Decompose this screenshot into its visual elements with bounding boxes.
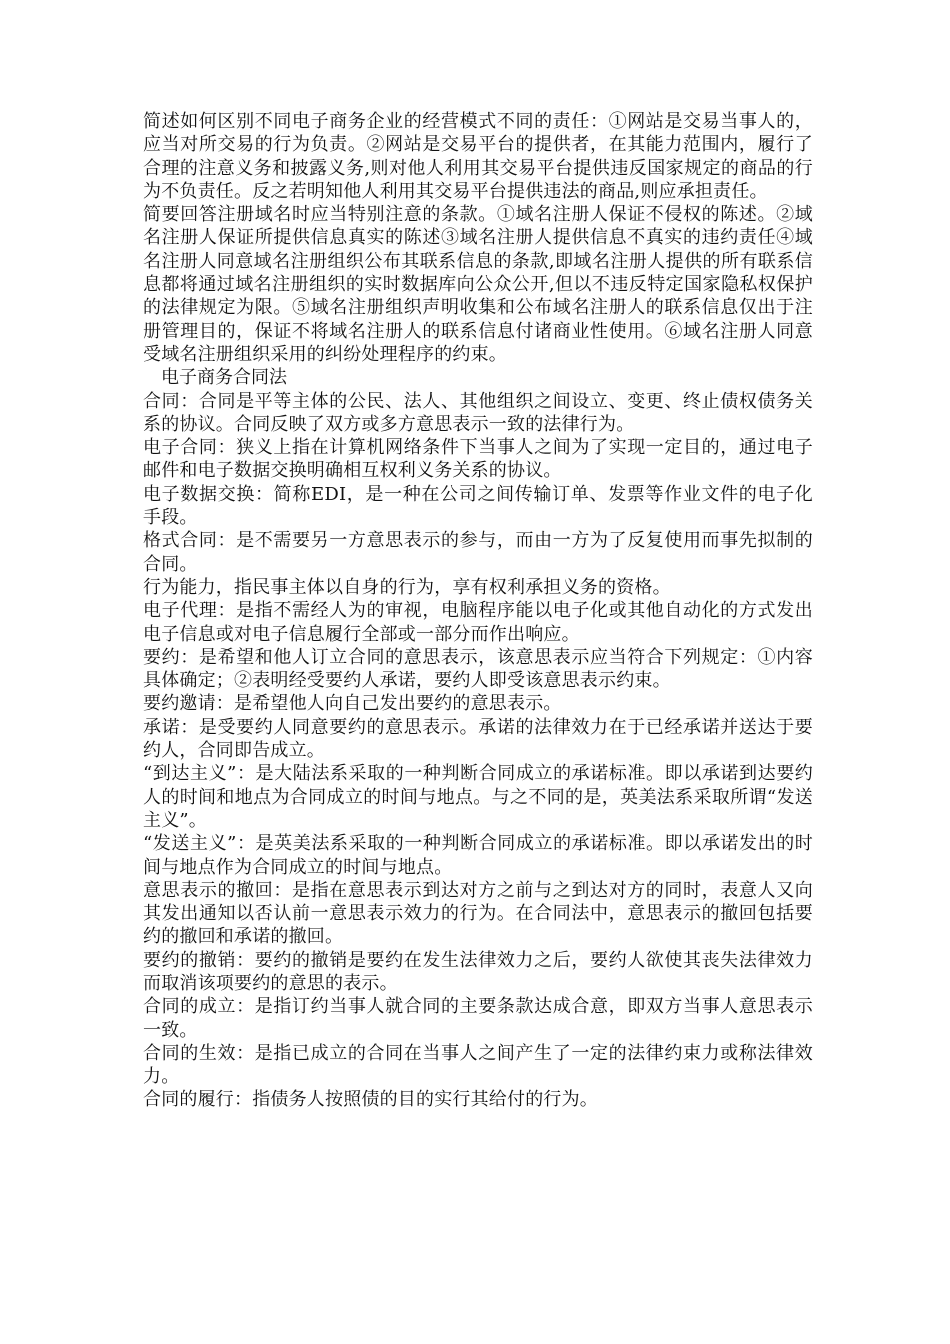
definition-offer: 要约：是希望和他人订立合同的意思表示，该意思表示应当符合下列规定：①内容具体确定；②表明经受要约人承诺，要约人即受该意思表示约束。 bbox=[143, 646, 813, 692]
definition-performance: 合同的履行：指债务人按照债的目的实行其给付的行为。 bbox=[143, 1089, 598, 1111]
definition-invitation-to-offer: 要约邀请：是希望他人向自己发出要约的意思表示。 bbox=[143, 693, 562, 715]
paragraph-business-model-liability: 简述如何区别不同电子商务企业的经营模式不同的责任：①网站是交易当事人的，应当对所交易的行为负责。②网站是交易平台的提供者，在其能力范围内，履行了合理的注意义务和披露义务,则对他人利用其交易平台提供违反国家规定的商品的行为不负责任。反之若明知他人利用其交易平台提供违法的商品,则应承担责任。 bbox=[143, 111, 813, 202]
definition-arrival-rule: “到达主义”：是大陆法系采取的一种判断合同成立的承诺标准。即以承诺到达要约人的时间和地点为合同成立的时间与地点。与之不同的是，英美法系采取所谓“发送主义”。 bbox=[143, 763, 813, 831]
definition-electronic-contract: 电子合同：狭义上指在计算机网络条件下当事人之间为了实现一定目的，通过电子邮件和电子数据交换明确相互权利义务关系的协议。 bbox=[143, 437, 813, 482]
definition-effectiveness: 合同的生效：是指已成立的合同在当事人之间产生了一定的法律约束力或称法律效力。 bbox=[143, 1042, 813, 1088]
definition-standard-contract: 格式合同：是不需要另一方意思表示的参与，而由一方为了反复使用而事先拟制的合同。 bbox=[143, 530, 813, 575]
definition-dispatch-rule: “发送主义”：是英美法系采取的一种判断合同成立的承诺标准。即以承诺发出的时间与地点作为合同成立的时间与地点。 bbox=[143, 833, 813, 878]
definition-formation: 合同的成立：是指订约当事人就合同的主要条款达成合意，即双方当事人意思表示一致。 bbox=[143, 996, 813, 1041]
document-page bbox=[143, 110, 813, 1112]
definition-electronic-agent: 电子代理：是指不需经人为的审视，电脑程序能以电子化或其他自动化的方式发出电子信息或对电子信息履行全部或一部分而作出响应。 bbox=[143, 600, 813, 645]
definition-acceptance: 承诺：是受要约人同意要约的意思表示。承诺的法律效力在于已经承诺并送达于要约人，合同即告成立。 bbox=[143, 716, 813, 762]
definition-revocation: 要约的撤销：要约的撤销是要约在发生法律效力之后，要约人欲使其丧失法律效力而取消该项要约的意思的表示。 bbox=[143, 949, 813, 994]
section-heading: 电子商务合同法 bbox=[161, 367, 287, 389]
paragraph-domain-registration-clauses: 简要回答注册域名时应当特别注意的条款。①域名注册人保证不侵权的陈述。②域名注册人保证所提供信息真实的陈述③域名注册人提供信息不真实的违约责任④域名注册人同意域名注册组织公布其联系信息的条款,即域名注册人提供的所有联系信息都将通过域名注册组织的实时数据库向公众公开,但以不违反特定国家隐私权保护的法律规定为限。⑤域名注册组织声明收集和公布域名注册人的联系信息仅出于注册管理目的，保证不将域名注册人的联系信息付诸商业性使用。⑥域名注册人同意受域名注册组织采用的纠纷处理程序的约束。 bbox=[143, 204, 813, 365]
definition-capacity: 行为能力，指民事主体以自身的行为，享有权利承担义务的资格。 bbox=[143, 576, 671, 598]
definition-contract: 合同：合同是平等主体的公民、法人、其他组织之间设立、变更、终止债权债务关系的协议。合同反映了双方或多方意思表示一致的法律行为。 bbox=[143, 390, 813, 435]
definition-edi: 电子数据交换：简称EDI，是一种在公司之间传输订单、发票等作业文件的电子化手段。 bbox=[143, 483, 813, 529]
definition-withdrawal: 意思表示的撤回：是指在意思表示到达对方之前与之到达对方的同时，表意人又向其发出通知以否认前一意思表示效力的行为。在合同法中，意思表示的撤回包括要约的撤回和承诺的撤回。 bbox=[143, 879, 813, 948]
